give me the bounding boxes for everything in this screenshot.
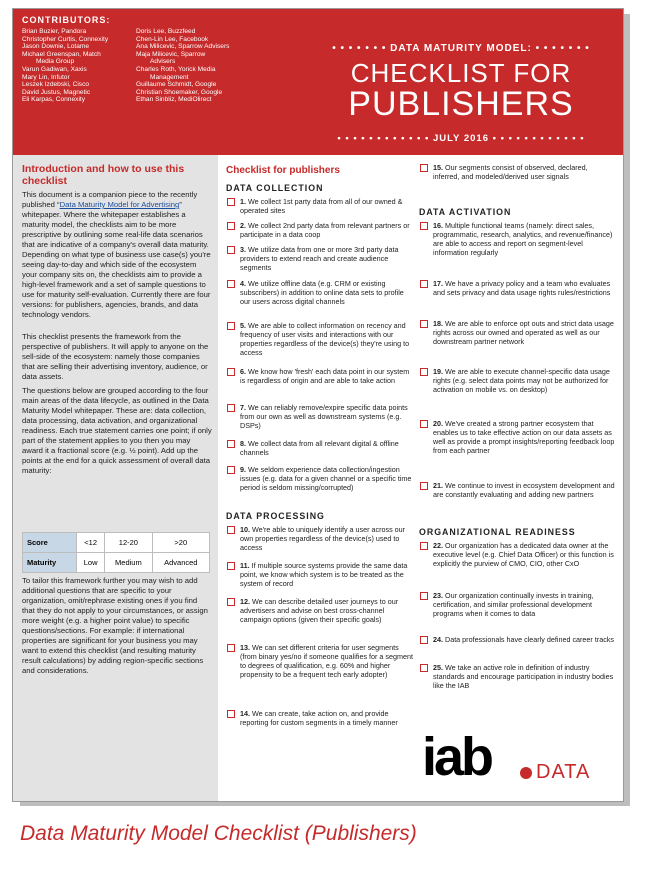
item-number: 8. (240, 439, 246, 448)
item-text: We utilize offline data (e.g. CRM or existing subscribers) in addition to online data sets to profile our users across digital channels (240, 279, 404, 307)
item-number: 2. (240, 221, 246, 230)
intro-sidebar (13, 155, 218, 801)
checklist-item-8 (226, 439, 414, 457)
iab-data-logo (422, 727, 618, 795)
checklist-item-23 (419, 591, 615, 618)
intro-title: Introduction and how to use this checklist (22, 163, 185, 187)
contributor: Charles Roth, Yorick Media (136, 65, 216, 73)
item-text: We collect data from all relevant digital & offline channels (240, 439, 399, 458)
contributor: Mary Lin, Infutor (22, 73, 70, 81)
checkbox[interactable] (227, 404, 235, 412)
section-heading-organizational-readiness: ORGANIZATIONAL READINESS (419, 527, 576, 537)
checkbox[interactable] (420, 368, 428, 376)
maturity-level: Advanced (152, 553, 209, 573)
checklist-item-17 (419, 279, 615, 297)
checklist-item-5 (226, 321, 414, 357)
item-number: 22. (433, 541, 443, 550)
contributor: Eli Karpas, Connexity (22, 96, 86, 104)
item-number: 15. (433, 163, 443, 172)
contributor: Advisers (150, 58, 176, 66)
checkbox[interactable] (227, 368, 235, 376)
contributor: Management (150, 73, 189, 81)
checklist-item-13 (226, 643, 414, 679)
header-banner (13, 9, 623, 155)
checklist-item-24 (419, 635, 615, 644)
item-number: 12. (240, 597, 250, 606)
maturity-level: Low (77, 553, 105, 573)
checkbox[interactable] (227, 562, 235, 570)
item-text: We are able to collect information on recency and frequency of user visits and interactions with our properties regardless of the device(s) they're using to access (240, 321, 410, 358)
section-heading-data-processing: DATA PROCESSING (226, 511, 325, 521)
item-number: 6. (240, 367, 246, 376)
checkbox[interactable] (227, 280, 235, 288)
document-page (12, 8, 624, 802)
item-text: We seldom experience data collection/ingestion issues (e.g. data for a given channel or a specific time period is seldom missing/corrupted) (240, 465, 412, 493)
checklist-title: Checklist for publishers (226, 165, 340, 176)
title-line-1: CHECKLIST FOR (350, 58, 572, 88)
item-number: 16. (433, 221, 443, 230)
item-number: 21. (433, 481, 443, 490)
checkbox[interactable] (227, 322, 235, 330)
score-range: <12 (77, 533, 105, 553)
item-text: We can reliably remove/expire specific data points from our own as well as downstream systems (e.g. DSPs) (240, 403, 408, 431)
item-text: We have a privacy policy and a team who evaluates and sets privacy and data usage rights rules/restrictions (433, 279, 611, 298)
intro-paragraph-2: This checklist presents the framework from the perspective of publishers. It will apply to anyone on the sell-side of the ecosystem: namely those companies that are selling their advertising inventory, audience, or data assets. (22, 332, 209, 381)
contributors-left-list (22, 28, 134, 104)
maturity-row (23, 553, 210, 573)
checkbox[interactable] (227, 644, 235, 652)
score-row (23, 533, 210, 553)
checklist-item-7 (226, 403, 414, 430)
iab-wordmark: iab (422, 727, 492, 787)
logo-data-word: DATA (536, 761, 591, 783)
checkbox[interactable] (420, 664, 428, 672)
item-text: Data professionals have clearly defined career tracks (445, 635, 614, 644)
item-text: We've created a strong partner ecosystem that enables us to take effective action on our data assets as well as provide a prompt insights/reporting feedback loop from each partner (433, 419, 615, 456)
item-number: 24. (433, 635, 443, 644)
subtitle (309, 43, 613, 54)
contributor: Christopher Curtis, Connexity (22, 35, 109, 43)
item-text: We are able to enforce opt outs and strict data usage rights across our owned and operated as well as our downstream partner network (433, 319, 614, 347)
item-text: We take an active role in definition of industry standards and encourage participation in industry bodies like the IAB (433, 663, 614, 691)
item-text: We continue to invest in ecosystem development and are constantly evaluating and adding new partners (433, 481, 615, 500)
contributors-right-list (136, 28, 248, 104)
item-text: Our organization continually invests in training, certification, and similar professional development programs when it comes to data (433, 591, 594, 619)
checkbox[interactable] (227, 222, 235, 230)
contributors-title: CONTRIBUTORS: (22, 15, 111, 25)
contributor: Media Group (36, 58, 75, 66)
item-text: Multiple functional teams (namely: direct sales, programmatic, research, analytics, and revenue/finance) are able to access and report on segment-level information regularly (433, 221, 613, 258)
checkbox[interactable] (420, 420, 428, 428)
checkbox[interactable] (227, 598, 235, 606)
contributor: Brian Buzier, Pandora (22, 28, 87, 35)
item-number: 10. (240, 525, 250, 534)
item-number: 5. (240, 321, 246, 330)
contributor: Maja Milicevic, Sparrow (136, 50, 206, 58)
item-text: Our segments consist of observed, declared, inferred, and modeled/derived user signals (433, 163, 588, 182)
contributor: Ana Milicevic, Sparrow Advisers (136, 43, 230, 51)
item-number: 9. (240, 465, 246, 474)
checkbox[interactable] (420, 542, 428, 550)
intro-paragraph-1 (22, 190, 212, 320)
checkbox[interactable] (420, 222, 428, 230)
contributor: Doris Lee, Buzzfeed (136, 28, 196, 35)
checklist-item-20 (419, 419, 615, 455)
contributor: Christian Shoemaker, Google (136, 88, 223, 96)
checkbox[interactable] (420, 320, 428, 328)
dotted-rule: • • • • • • • (531, 43, 590, 54)
item-text: We can set different criteria for user segments (from binary yes/no if someone qualifies for a segment to degrees of qualification, e.g. 60% and higher propensity to be a frequent tech early adopter) (240, 643, 413, 680)
checklist-item-1 (226, 197, 414, 215)
item-number: 14. (240, 709, 250, 718)
checklist-item-16 (419, 221, 615, 257)
checkbox[interactable] (227, 198, 235, 206)
item-text: We can create, take action on, and provide reporting for custom segments in a timely manner (240, 709, 398, 728)
checklist-item-19 (419, 367, 615, 394)
checklist-item-21 (419, 481, 615, 499)
item-number: 1. (240, 197, 246, 206)
section-heading-data-activation: DATA ACTIVATION (419, 207, 512, 217)
intro-paragraph-4: To tailor this framework further you may wish to add additional questions that are specific to your organization, omit/rephrase existing ones if you find that they do not apply to your circumstances, or assign more weight (e.g. a higher point value) to specific questions/sections. For example: if international properties are significant for your business you may want to extend this checklist (and resulting maturity result calculations) by adding region-specific sections and considerations. (22, 576, 208, 675)
title-line-2: PUBLISHERS (348, 85, 574, 123)
checkbox[interactable] (227, 246, 235, 254)
checklist-item-18 (419, 319, 615, 346)
intro-text: ” whitepaper. Where the whitepaper establishes a maturity model, the checklists aim to be more prescriptive by outlining some real-life data scenarios that are indicative of a company's overall data maturity. Depending on what type of business use case(s) you're seeing day-to-day and which side of the ecosystem your company sits on, the checklists aim to provide a high-level framework and a set of sample questions to use for maturity self-evaluation. Currently there are four versions: for publishers, agencies, brands, and data technology vendors. (22, 200, 211, 319)
item-number: 19. (433, 367, 443, 376)
item-text: We utilize data from one or more 3rd party data providers to extend reach and create audience segments (240, 245, 399, 273)
contributor: Jason Downie, Lotame (22, 43, 90, 51)
checklist-item-10 (226, 525, 414, 552)
checklist-item-2 (226, 221, 414, 239)
item-text: We collect 1st party data from all of our owned & operated sites (240, 197, 403, 216)
section-heading-data-collection: DATA COLLECTION (226, 183, 324, 193)
checkbox[interactable] (420, 482, 428, 490)
dotted-rule: • • • • • • • • • • • • (489, 133, 585, 144)
contributor: David Justus, Magnetic (22, 88, 91, 96)
checklist-item-6 (226, 367, 414, 385)
checkbox[interactable] (420, 592, 428, 600)
dotted-rule: • • • • • • • (332, 43, 391, 54)
checkbox[interactable] (420, 636, 428, 644)
image-caption: Data Maturity Model Checklist (Publishers) (20, 822, 417, 845)
dotted-rule: • • • • • • • • • • • • (337, 133, 433, 144)
intro-paragraph-3: The questions below are grouped according to the four main areas of the data lifecycle, as outlined in the Data Maturity Model whitepaper. These are: data collection, data processing, data activation, and organizational readiness. Each true statement carries one point; if only part of the statement applies to you then you may award it a fractional score (e.g. ½ point). Add up the points at the end for a quick assessment of overall data maturity: (22, 386, 212, 475)
checkbox[interactable] (227, 710, 235, 718)
checkbox[interactable] (227, 526, 235, 534)
date (309, 133, 613, 144)
date-text: JULY 2016 (432, 133, 489, 144)
item-number: 4. (240, 279, 246, 288)
checkbox[interactable] (227, 466, 235, 474)
item-number: 25. (433, 663, 443, 672)
item-text: We collect 2nd party data from relevant partners or participate in a data coop (240, 221, 410, 240)
item-text: We know how 'fresh' each data point in our system is regardless of origin and are able to take action (240, 367, 410, 386)
maturity-label: Maturity (23, 553, 77, 573)
checklist-item-12 (226, 597, 414, 624)
checklist-item-11 (226, 561, 414, 588)
item-text: We are able to execute channel-specific data usage rights (e.g. select data points may not be authorized for activation on mobile vs. on desktop) (433, 367, 610, 395)
contributor: Leszek Izdebski, Cisco (22, 81, 90, 89)
item-number: 17. (433, 279, 443, 288)
checklist-item-4 (226, 279, 414, 306)
checkbox[interactable] (420, 280, 428, 288)
item-number: 11. (240, 561, 250, 570)
intro-text: This document is a companion piece to the recently published “ (22, 190, 198, 209)
score-range: 12-20 (105, 533, 152, 553)
logo-dot (520, 767, 532, 779)
item-text: We can describe detailed user journeys to our advertisers and advise on best cross-channel campaign options (given their specific goals) (240, 597, 399, 625)
item-number: 13. (240, 643, 250, 652)
checklist-item-9 (226, 465, 414, 492)
checklist-item-3 (226, 245, 414, 272)
checklist-item-15 (419, 163, 615, 181)
maturity-level: Medium (105, 553, 152, 573)
item-text: Our organization has a dedicated data owner at the executive level (e.g. Chief Data Officer) or this function is explicitly the purview of CMO, CIO, other CxO (433, 541, 614, 569)
contributor: Michael Greenspan, Match (22, 50, 101, 58)
score-label: Score (23, 533, 77, 553)
item-number: 18. (433, 319, 443, 328)
checkbox[interactable] (227, 440, 235, 448)
item-number: 3. (240, 245, 246, 254)
contributor: Guillaume Schmidt, Google (136, 81, 217, 89)
subtitle-text: DATA MATURITY MODEL: (390, 43, 532, 54)
item-text: If multiple source systems provide the same data point, we know which system is to be treated as the system of record (240, 561, 408, 589)
contributor: Chen-Lin Lee, Facebook (136, 35, 209, 43)
score-range: >20 (152, 533, 209, 553)
contributor: Varun Gadiwan, Xaxis (22, 65, 87, 73)
checklist-item-14 (226, 709, 414, 727)
item-text: We're able to uniquely identify a user across our own properties regardless of the device(s) used to access (240, 525, 406, 553)
whitepaper-link[interactable]: Data Maturity Model for Advertising (59, 200, 180, 209)
checklist-item-25 (419, 663, 615, 690)
item-number: 7. (240, 403, 246, 412)
checkbox[interactable] (420, 164, 428, 172)
item-number: 23. (433, 591, 443, 600)
checklist-item-22 (419, 541, 615, 568)
item-number: 20. (433, 419, 443, 428)
score-table (22, 532, 210, 573)
contributor: Ethan Sinbliz, MediOlirect (136, 96, 212, 104)
